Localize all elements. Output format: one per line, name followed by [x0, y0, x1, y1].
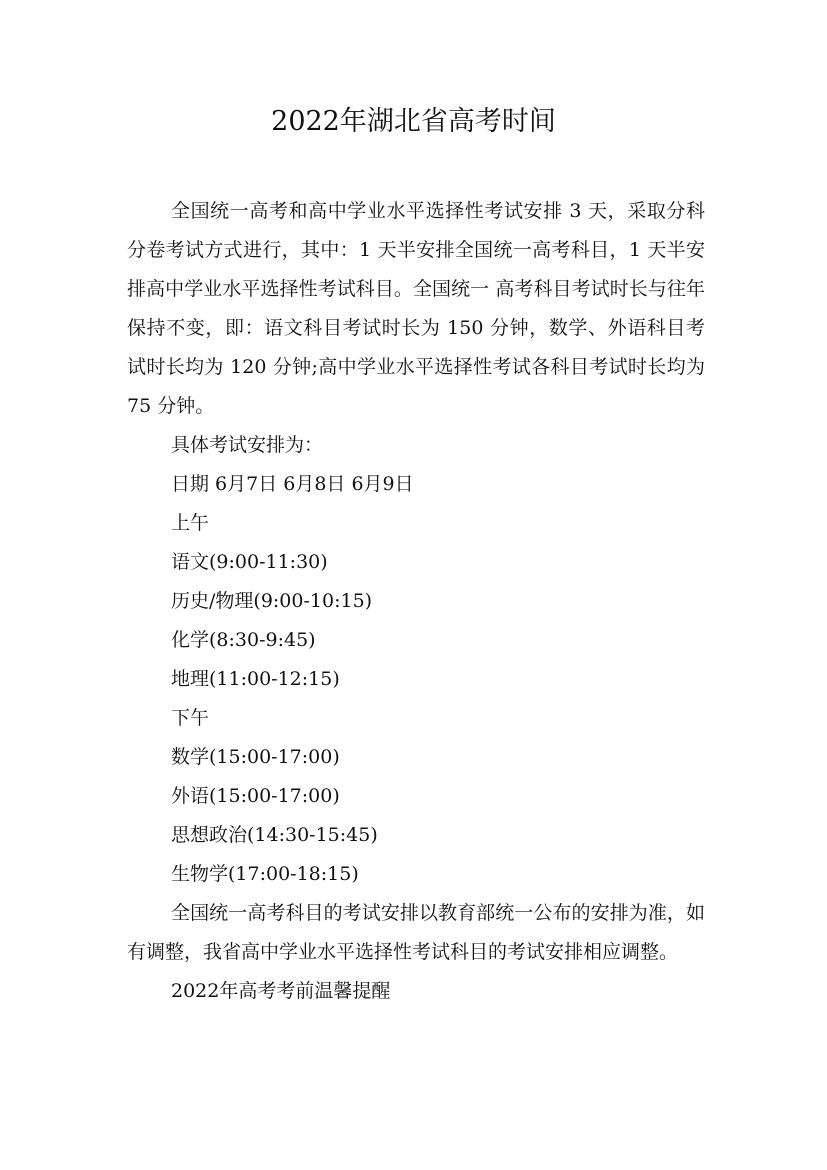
afternoon-label: 下午: [171, 707, 210, 729]
next-section-heading: 2022年高考考前温馨提醒: [171, 980, 391, 1002]
morning-item-geography: 地理(11:00-12:15): [171, 668, 340, 690]
morning-item-chinese: 语文(9:00-11:30): [171, 551, 328, 573]
dates-line: 日期 6月7日 6月8日 6月9日: [171, 473, 414, 495]
closing-paragraph: 全国统一高考科目的考试安排以教育部统一公布的安排为准，如有调整，我省高中学业水平选择性考试科目的考试安排相应调整。: [127, 902, 705, 963]
intro-paragraph: 全国统一高考和高中学业水平选择性考试安排 3 天，采取分科分卷考试方式进行，其中：1 天半安排全国统一高考科目，1 天半安排高中学业水平选择性考试科目。全国统一 高考科目考试时长与往年保持不变，即：语文科目考试时长为 150 分钟，数学、外语科目考试时长均为 120 分钟;高中学业水平选择性考试各科目考试时长均为 75 分钟。: [127, 200, 705, 417]
morning-item-chemistry: 化学(8:30-9:45): [171, 629, 316, 651]
morning-label: 上午: [171, 512, 210, 534]
afternoon-item-biology: 生物学(17:00-18:15): [171, 863, 359, 885]
page-title: 2022年湖北省高考时间: [271, 106, 556, 137]
schedule-heading: 具体考试安排为：: [171, 434, 324, 456]
afternoon-item-math: 数学(15:00-17:00): [171, 746, 340, 768]
afternoon-item-foreign-language: 外语(15:00-17:00): [171, 785, 340, 807]
document-body: [127, 192, 705, 1011]
morning-item-history-physics: 历史/物理(9:00-10:15): [171, 590, 373, 612]
afternoon-item-politics: 思想政治(14:30-15:45): [171, 824, 378, 846]
